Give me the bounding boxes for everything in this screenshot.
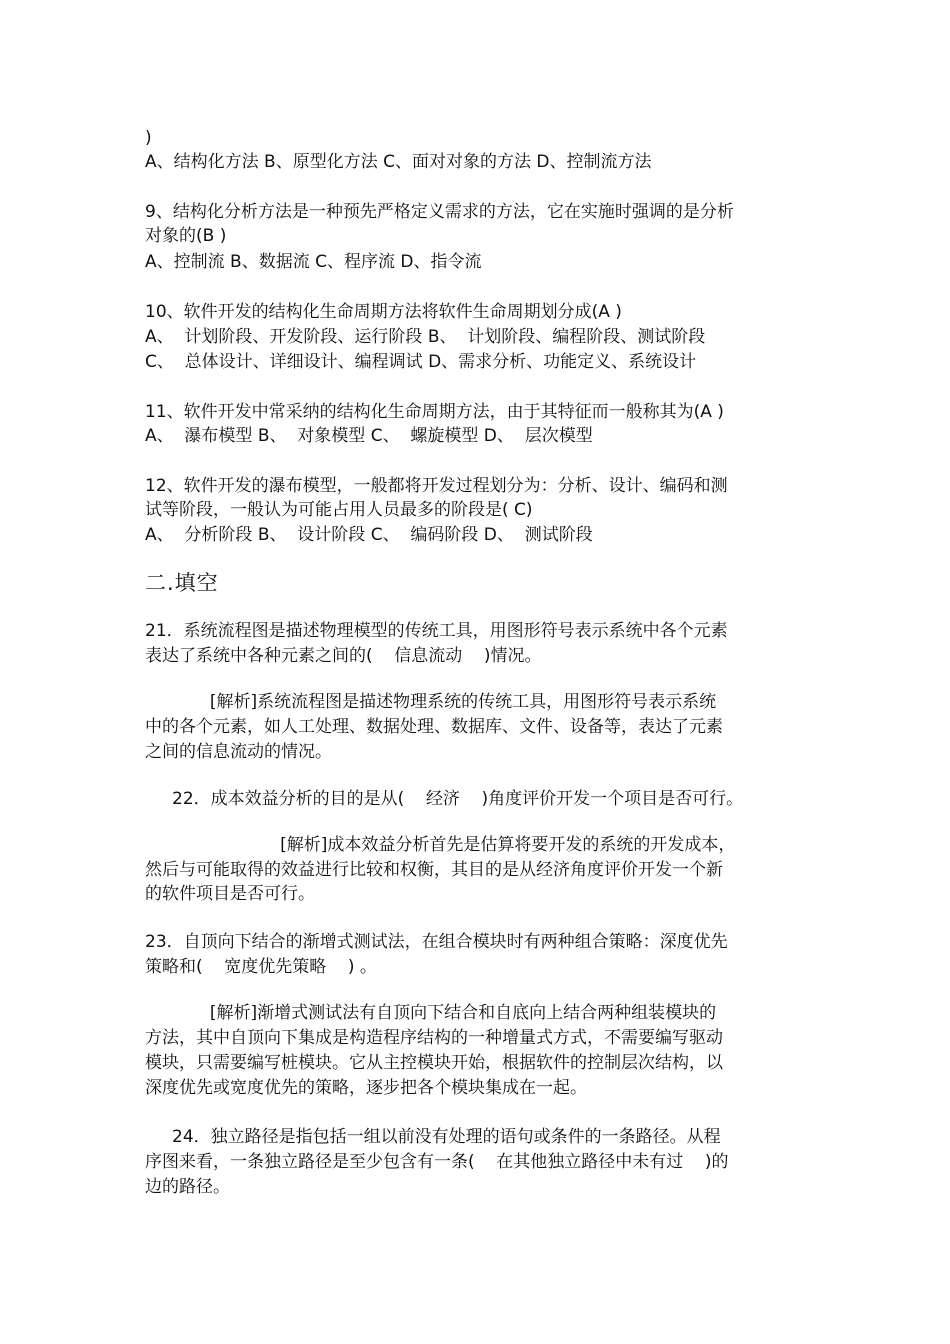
fill-21-analysis-cont: 中的各个元素，如人工处理、数据处理、数据库、文件、设备等，表达了元素 <box>145 717 723 737</box>
question-9-options: A、控制流 B、数据流 C、程序流 D、指令流 <box>145 252 482 272</box>
fill-23-analysis-cont: 深度优先或宽度优先的策略，逐步把各个模块集成在一起。 <box>145 1078 587 1098</box>
fill-21-text-cont: 表达了系统中各种元素之间的( 信息流动 )情况。 <box>145 646 542 666</box>
question-12-options: A、 分析阶段 B、 设计阶段 C、 编码阶段 D、 测试阶段 <box>145 525 593 545</box>
fill-22-analysis: [解析]成本效益分析首先是估算将要开发的系统的开发成本， <box>145 835 736 855</box>
fill-22-analysis-cont: 的软件项目是否可行。 <box>145 884 315 904</box>
question-9-text-cont: 对象的(B ) <box>145 226 227 246</box>
question-11-text: 11、软件开发中常采纳的结构化生命周期方法，由于其特征而一般称其为(A ) <box>145 402 724 422</box>
fill-21-text: 21．系统流程图是描述物理模型的传统工具，用图形符号表示系统中各个元素 <box>145 621 728 641</box>
fill-24-text: 24．独立路径是指包括一组以前没有处理的语句或条件的一条路径。从程 <box>145 1127 721 1147</box>
question-11-options: A、 瀑布模型 B、 对象模型 C、 螺旋模型 D、 层次模型 <box>145 426 593 446</box>
fill-23-analysis-cont: 方法，其中自顶向下集成是构造程序结构的一种增量式方式，不需要编写驱动 <box>145 1028 723 1048</box>
question-12-text-cont: 试等阶段，一般认为可能占用人员最多的阶段是( C) <box>145 500 533 520</box>
question-12-text: 12、软件开发的瀑布模型，一般都将开发过程划分为：分析、设计、编码和测 <box>145 476 728 496</box>
question-10-options-cd: C、 总体设计、详细设计、编程调试 D、需求分析、功能定义、系统设计 <box>145 352 697 372</box>
fill-21-analysis-cont: 之间的信息流动的情况。 <box>145 742 332 762</box>
fill-23-analysis: [解析]渐增式测试法有自顶向下结合和自底向上结合两种组装模块的 <box>145 1003 717 1023</box>
fill-21-analysis: [解析]系统流程图是描述物理系统的传统工具，用图形符号表示系统 <box>145 692 717 712</box>
section-heading: 二.填空 <box>145 571 219 595</box>
text-line: ) <box>145 128 152 148</box>
fill-22-analysis-cont: 然后与可能取得的效益进行比较和权衡，其目的是从经济角度评价开发一个新 <box>145 860 723 880</box>
fill-24-text-cont: 边的路径。 <box>145 1177 230 1197</box>
fill-24-text-cont: 序图来看，一条独立路径是至少包含有一条( 在其他独立路径中未有过 )的 <box>145 1152 729 1172</box>
fill-23-analysis-cont: 模块，只需要编写桩模块。它从主控模块开始，根据软件的控制层次结构，以 <box>145 1053 723 1073</box>
question-9-text: 9、结构化分析方法是一种预先严格定义需求的方法，它在实施时强调的是分析 <box>145 202 734 222</box>
question-10-text: 10、软件开发的结构化生命周期方法将软件生命周期划分成(A ) <box>145 302 622 322</box>
question-10-options-ab: A、 计划阶段、开发阶段、运行阶段 B、 计划阶段、编程阶段、测试阶段 <box>145 327 706 347</box>
fill-23-text: 23．自顶向下结合的渐增式测试法，在组合模块时有两种组合策略：深度优先 <box>145 932 728 952</box>
fill-23-text-cont: 策略和( 宽度优先策略 ) 。 <box>145 957 377 977</box>
fill-22-text: 22．成本效益分析的目的是从( 经济 )角度评价开发一个项目是否可行。 <box>145 789 744 809</box>
question-8-options: A、结构化方法 B、原型化方法 C、面对对象的方法 D、控制流方法 <box>145 152 652 172</box>
